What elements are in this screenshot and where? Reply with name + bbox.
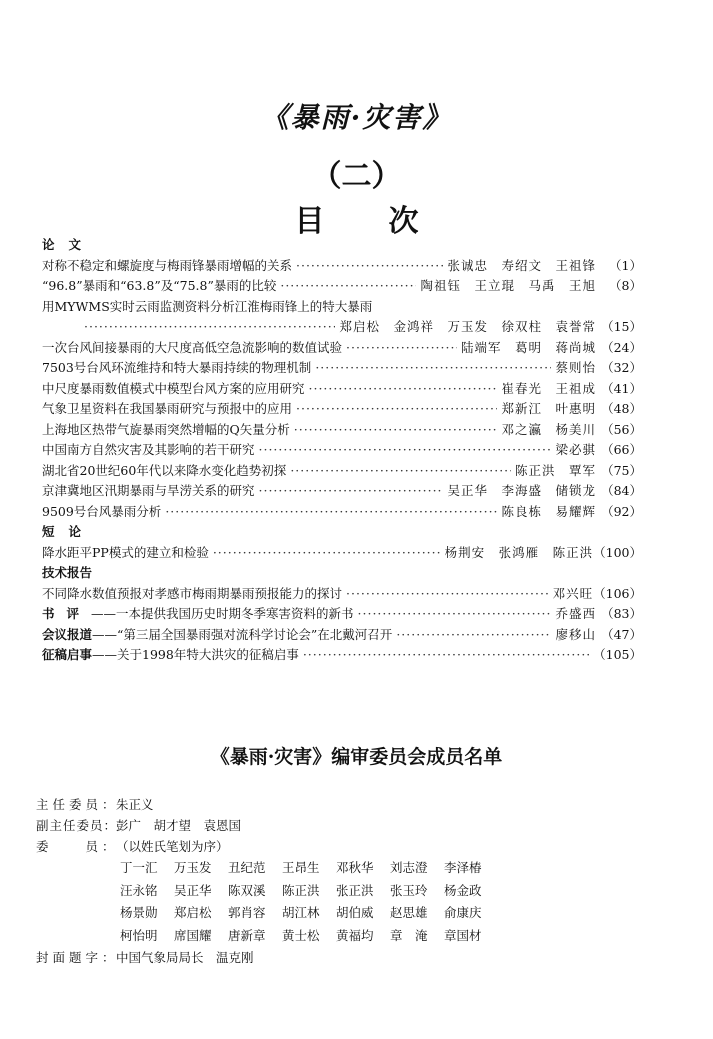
toc-entry bbox=[42, 297, 642, 318]
toc-leader-dots bbox=[280, 276, 416, 297]
member-name: 唐新章 bbox=[228, 927, 266, 943]
toc-leader-dots bbox=[358, 604, 552, 625]
toc-leader-dots bbox=[396, 625, 551, 646]
member-name: 丁一汇 bbox=[120, 860, 158, 875]
toc-entry-authors: 陈良栋 易耀辉 bbox=[501, 503, 596, 519]
member-name: 吴正华 bbox=[174, 882, 212, 898]
board-row-members bbox=[36, 836, 636, 857]
toc-section-heading: 短论 bbox=[42, 524, 96, 539]
toc-entry bbox=[42, 584, 642, 605]
contents-heading: 目次 bbox=[294, 204, 483, 239]
toc-leader-dots bbox=[315, 358, 551, 379]
toc-entry-title: 一次台风间接暴雨的大尺度高低空急流影响的数值试验 bbox=[42, 339, 343, 355]
member-name: 万玉发 bbox=[174, 860, 212, 875]
member-name: 张正洪 bbox=[336, 882, 374, 898]
toc-leader-dots bbox=[294, 420, 498, 441]
member-name: 黄士松 bbox=[282, 927, 320, 943]
toc-entry-page: （41） bbox=[601, 380, 642, 396]
director-name: 朱正义 bbox=[116, 797, 154, 812]
toc-leader-dots bbox=[290, 461, 511, 482]
issue-number: （二） bbox=[311, 159, 402, 194]
member-row bbox=[120, 857, 636, 880]
editorial-board bbox=[36, 794, 636, 968]
member-name: 汪永铭 bbox=[120, 882, 158, 898]
toc-entry-authors: 郑新江 叶惠明 bbox=[501, 401, 596, 416]
toc-entry-label: 征稿启事 bbox=[42, 647, 93, 662]
board-row-vice bbox=[36, 815, 636, 836]
toc-leader-dots bbox=[259, 440, 552, 461]
member-name: 王昂生 bbox=[282, 860, 320, 875]
member-name: 胡伯威 bbox=[336, 905, 374, 920]
toc-leader-dots bbox=[296, 256, 443, 277]
toc-entry bbox=[42, 338, 642, 359]
toc-entry-title: 湖北省20世纪60年代以来降水变化趋势初探 bbox=[42, 462, 287, 478]
member-name: 陈正洪 bbox=[282, 882, 320, 898]
toc-entry bbox=[42, 502, 642, 523]
toc-entry bbox=[42, 399, 642, 420]
toc-entry-title: 用MYWMS实时云雨监测资料分析江淮梅雨锋上的特大暴雨 bbox=[42, 298, 373, 314]
toc-entry-page: （32） bbox=[601, 360, 642, 375]
toc-entry bbox=[42, 461, 642, 482]
toc-entry bbox=[42, 420, 642, 441]
toc-entry bbox=[42, 543, 642, 564]
toc-leader-dots bbox=[84, 317, 335, 338]
toc-entry bbox=[42, 358, 642, 379]
toc-entry-title: 上海地区热带气旋暴雨突然增幅的Q矢量分析 bbox=[42, 421, 290, 437]
member-name: 柯怡明 bbox=[120, 927, 158, 943]
toc-entry-page: （92） bbox=[601, 503, 642, 519]
member-name: 邓秋华 bbox=[336, 860, 374, 875]
board-row-director bbox=[36, 794, 636, 815]
toc-entry-page: （47） bbox=[601, 626, 642, 642]
toc-entry-page: （75） bbox=[601, 462, 642, 478]
toc-section-heading: 论文 bbox=[42, 237, 96, 252]
toc-entry-authors: 乔盛西 bbox=[555, 606, 596, 621]
toc-entry-authors: 蔡则怡 bbox=[555, 360, 596, 375]
member-name: 杨景勋 bbox=[120, 905, 158, 920]
toc-entry-title: 书评——一本提供我国历史时期冬季寒害资料的新书 bbox=[42, 606, 354, 621]
member-list bbox=[36, 857, 636, 947]
toc-entry bbox=[42, 317, 642, 338]
toc-entry-page: （100） bbox=[593, 544, 642, 560]
toc-entry bbox=[42, 276, 642, 297]
member-name: 张玉玲 bbox=[390, 882, 428, 898]
toc-entry-page: （56） bbox=[601, 421, 642, 437]
toc-leader-dots bbox=[213, 543, 441, 564]
toc-entry bbox=[42, 440, 642, 461]
board-row-cover bbox=[36, 947, 636, 968]
toc-entry-label: 会议报道 bbox=[42, 626, 93, 642]
members-label: 委 员： bbox=[36, 839, 119, 854]
toc-section-heading: 技术报告 bbox=[42, 565, 93, 580]
toc-entry-authors: 崔春光 王祖成 bbox=[501, 380, 596, 396]
toc-entry bbox=[42, 625, 642, 646]
member-name: 郭肖容 bbox=[228, 905, 266, 920]
toc-entry-title: 不同降水数值预报对孝感市梅雨期暴雨预报能力的探讨 bbox=[42, 585, 343, 601]
member-name: 丑纪范 bbox=[228, 860, 266, 875]
table-of-contents bbox=[42, 235, 642, 666]
vice-director-names: 彭广 胡才望 袁恩国 bbox=[116, 818, 242, 833]
toc-leader-dots bbox=[165, 502, 497, 523]
journal-title: 《暴雨·灾害》 bbox=[260, 101, 453, 134]
member-name: 席国耀 bbox=[174, 927, 212, 943]
member-name: 俞康庆 bbox=[444, 905, 482, 920]
toc-leader-dots bbox=[303, 645, 589, 666]
toc-entry-page: （8） bbox=[609, 278, 642, 293]
toc-entry-authors: 张诚忠 寿绍文 王祖锋 bbox=[447, 257, 596, 273]
toc-entry-authors: 陆端军 葛明 蒋尚城 bbox=[460, 339, 596, 355]
member-row bbox=[120, 880, 636, 903]
toc-entry-label: 书评 bbox=[42, 606, 92, 621]
toc-entry-authors: 吴正华 李海盛 储锁龙 bbox=[447, 483, 596, 498]
toc-entry-page: （48） bbox=[601, 401, 642, 416]
toc-entry bbox=[42, 604, 642, 625]
vice-director-label: 副主任委员： bbox=[36, 818, 118, 833]
toc-entry-title: 中尺度暴雨数值模式中模型台风方案的应用研究 bbox=[42, 380, 305, 396]
toc-entry-authors: 陶祖钰 王立琨 马禹 王旭 bbox=[420, 278, 596, 293]
member-row bbox=[120, 925, 636, 948]
toc-leader-dots bbox=[259, 481, 444, 502]
toc-entry-title: 气象卫星资料在我国暴雨研究与预报中的应用 bbox=[42, 401, 293, 416]
toc-entry-page: （1） bbox=[609, 257, 642, 273]
toc-entry bbox=[42, 256, 642, 277]
toc-entry-title: 9509号台风暴雨分析 bbox=[42, 503, 162, 519]
member-name: 章 淹 bbox=[390, 927, 428, 943]
toc-leader-dots bbox=[346, 338, 457, 359]
toc-entry-page: （66） bbox=[601, 442, 642, 457]
toc-entry bbox=[42, 379, 642, 400]
toc-leader-dots bbox=[296, 399, 497, 420]
toc-entry-page: （84） bbox=[601, 483, 642, 498]
toc-entry-authors: 郑启松 金鸿祥 万玉发 徐双柱 袁誉常 bbox=[339, 319, 596, 334]
member-name: 杨金政 bbox=[444, 882, 482, 898]
toc-entry-page: （83） bbox=[601, 606, 642, 621]
toc-entry-authors: 邓兴旺 bbox=[552, 585, 594, 601]
toc-entry-title: “96.8”暴雨和“63.8”及“75.8”暴雨的比较 bbox=[42, 278, 277, 293]
cover-calligrapher: 中国气象局局长 温克刚 bbox=[116, 950, 254, 965]
member-name: 胡江林 bbox=[282, 905, 320, 920]
toc-entry bbox=[42, 645, 642, 666]
toc-entry-authors: 陈正洪 覃军 bbox=[514, 462, 596, 478]
toc-entry-title: 对称不稳定和螺旋度与梅雨锋暴雨增幅的关系 bbox=[42, 257, 293, 273]
toc-entry bbox=[42, 481, 642, 502]
member-name: 刘志澄 bbox=[390, 860, 428, 875]
toc-entry-page: （15） bbox=[601, 319, 642, 334]
toc-entry-title: 7503号台风环流维持和特大暴雨持续的物理机制 bbox=[42, 360, 312, 375]
member-name: 章国材 bbox=[444, 927, 482, 943]
toc-entry-authors: 梁必骐 bbox=[555, 442, 596, 457]
toc-entry-authors: 邓之瀛 杨美川 bbox=[501, 421, 596, 437]
toc-entry-authors: 杨荆安 张鸿雁 陈正洪 bbox=[444, 544, 594, 560]
member-name: 李泽椿 bbox=[444, 860, 482, 875]
members-note: （以姓氏笔划为序） bbox=[116, 839, 229, 854]
toc-entry-authors: 廖移山 bbox=[555, 626, 596, 642]
director-label: 主任委员： bbox=[36, 797, 119, 812]
toc-entry-page: （106） bbox=[593, 585, 642, 601]
toc-leader-dots bbox=[309, 379, 498, 400]
toc-entry-page: （105） bbox=[593, 647, 642, 662]
toc-entry-title: 会议报道——“第三届全国暴雨强对流科学讨论会”在北戴河召开 bbox=[42, 626, 393, 642]
toc-entry-title: 中国南方自然灾害及其影响的若干研究 bbox=[42, 442, 255, 457]
toc-leader-dots bbox=[346, 584, 549, 605]
board-title: 《暴雨·灾害》编审委员会成员名单 bbox=[210, 746, 503, 768]
member-name: 黄福均 bbox=[336, 927, 374, 943]
toc-entry-page: （24） bbox=[601, 339, 642, 355]
toc-entry-title: 降水距平PP模式的建立和检验 bbox=[42, 544, 209, 560]
cover-label: 封面题字： bbox=[36, 950, 119, 965]
toc-entry-title: 征稿启事——关于1998年特大洪灾的征稿启事 bbox=[42, 647, 299, 662]
member-name: 陈双溪 bbox=[228, 882, 266, 898]
member-name: 赵思雄 bbox=[390, 905, 428, 920]
member-name: 郑启松 bbox=[174, 905, 212, 920]
toc-entry-title: 京津冀地区汛期暴雨与旱涝关系的研究 bbox=[42, 483, 255, 498]
member-row bbox=[120, 902, 636, 925]
